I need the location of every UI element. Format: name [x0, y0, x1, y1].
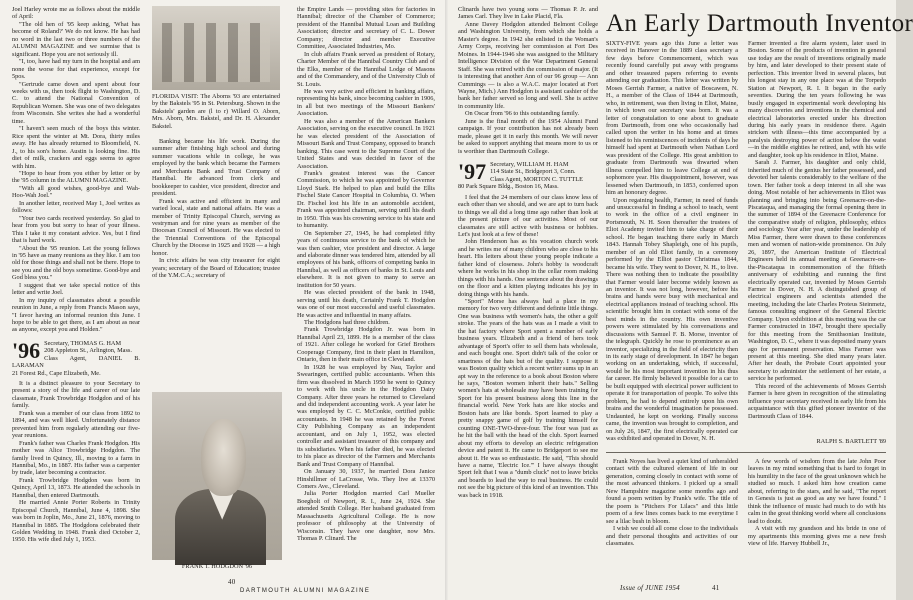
paragraph: In another letter, received May 1, Joel writes as follows:	[12, 199, 140, 215]
paragraph: I feel that the 24 members of our class know less of each other than we should, and we are apt to turn back to things we all did a long time ago rather than look at the present picture of our activities. Most of our classmates are still active with business or hobbies. Let's just look at a few of these!	[458, 193, 598, 238]
class-95-notes	[12, 6, 140, 334]
right-lower-column-2	[748, 458, 886, 570]
paragraph: "Gertrude came down and spent about four weeks with us, then took flight to Washington, D. C. to attend the National Convention of Republican Women. She was one of two delegates from Wisconsin. She writes she had a wonderful time.	[12, 80, 140, 125]
paragraph: the Empire Lands — providing sites for factories in Hannibal; director of the Chamber of Commerce; president of the Hannibal Mutual Loan and Building Association; director and secretary of C. L. Dower Company; director and member Executive Committee, Associated Industries, Mo.	[297, 6, 435, 51]
paragraph: I suggest that we take special notice of this letter and write Joel.	[12, 281, 140, 297]
paragraph: The Hodgdons had three children.	[304, 319, 390, 327]
left-column-3	[297, 6, 435, 568]
class-96-header	[12, 337, 140, 377]
paragraph: Sarah J. Farmer, his daughter and only child, inherited much of the genius her father possessed, and devoted her talents considerably to the welfare of the town. Her father took a deep interest in all she was doing. Most notable of her achievements in Eliot was planning and bringing into being Greenacre-on-the-Piscataqua, and managing the formal opening there in the summer of 1894 of the Greenacre Conference for the comparative study of religion, philosophy, ethics and sociology. Year after year, under the leadership of Miss Farmer, there were drawn to these conferences men and women of nation-wide prominence. On July 26, 1897, the American Institute of Electrical Engineers held its annual meeting at Greenacre-on-the-Piscataqua in commemoration of the fiftieth anniversary of exhibiting and running the first electrically operated car, invented by Moses Gerrish Farmer in Dover, N. H. A distinguished group of electrical engineers and scientists attended the meeting, including the late Charles Proteus Steinmetz, famous consulting engineer of the General Electric Company. Upon exhibition at this meeting was the car Farmer constructed in 1847, brought there specially for this meeting from the Smithsonian Institute, Washington, D. C., where it was deposited many years ago for permanent preservation. Miss Farmer was present at this meeting. She died many years later. After her death, the Probate Court appointed your secretary to administer the settlement of her estate, a service he performed.	[748, 159, 886, 383]
byline-name: RALPH S. BARTLETT '89	[816, 438, 886, 445]
paragraph: Farmer invented a fire alarm system, later used in Boston. Some of the products of invention in general use today are the result of inventions originally made by him, and later developed to their present state of perfection. This inventor lived in several places, but his longest stay in any one place was at the Torpedo Station at Newport, R. I. It began in the early seventies. During the ten years following he was busily engaged in experimental work developing his many discoveries and inventions in the chemical and electrical laboratories erected under his direction during his early years in residence there. Again stricken with illness—this time accompanied by a paralysis destroying power of action below the waist—in the middle eighties he retired, and, with his wife and daughter, took up his residence in Eliot, Maine.	[748, 40, 886, 159]
left-column-1	[12, 6, 140, 568]
class-agent: Class Agent, DANIEL B. LARAMAN	[12, 354, 140, 370]
paragraph: On Oscar from '96 to this outstanding family.	[465, 110, 580, 118]
paragraph: Frank's greatest interest was the Cancer Commission, to which he was appointed by Governor Lloyd Stark. He helped to plan and build the Ellis Fischel State Cancer Hospital in Columbia, O. When Dr. Fischel lost his life in an automobile accident, Frank was appointed chairman, serving until his death in 1950. This was his crowning service to his state and to humanity.	[297, 169, 435, 230]
paragraph: Joel Harley wrote me as follows about the middle of April:	[12, 6, 140, 21]
paragraph: In 1928 he was employed by Nau, Taylor and Swearingen, certified public accountants. When this firm was dissolved in March 1950 he went to Quincy to work with his uncle in the Hodgdon Dairy Company. After three years he returned to Cleveland and did independent accounting work. A year later he was employed by C. C. McConkie, certified public accountants. In 1948 he was retained by the Forest City Publishing Company as an independent accountant, and on July 1, 1952, was elected controller and assistant treasurer of this company and its subsidiaries. When his father died, he was elected to his place as director of the Farmers and Merchants Bank and Trust Company of Hannibal.	[297, 363, 435, 468]
page-number: 40	[228, 578, 236, 586]
paragraph: He married Annie Porter Roberts in Trinity Episcopal Church, Hannibal, June 4, 1898. She was born in Joplin, Mo., June 21, 1876, moving to Hannibal in 1885. The Hodgdons celebrated their Golden Wedding in 1948. Frank died October 2, 1950. His wife died July 1, 1953.	[12, 499, 140, 544]
paragraph: Frank Noyes has lived a quiet kind of unheralded contact with the cultured element of life in our generation, coming closely in contact with some of the most advanced thinkers. I picked up a small New Hampshire magazine some months ago and found a poem written by Frank's wife. The title of the poem is "Pitchers For Lilacs" and this little poem of a few lines comes back to me everytime I see a lilac bush in bloom.	[606, 458, 738, 525]
issue-date: Issue of JUNE 1954	[620, 584, 680, 592]
portrait-photo	[152, 392, 282, 560]
magazine-title: DARTMOUTH ALUMNI MAGAZINE	[240, 588, 371, 594]
paragraph: Frank was active and efficient in many and varied local, state and national affairs. He was a member of Trinity Episcopal Church, serving as vestryman and for nine years as member of the Diocesan Council of Missouri. He was elected to the Triennial Conventions of the Episcopal Church by the Diocese in 1925 and 1928 — a high honor.	[152, 197, 281, 257]
class-secretary: Secretary, WILLIAM H. HAM	[490, 161, 569, 169]
paragraph: "About the '95 reunion. Let the young fellows in '95 have as many reunions as they like. I am too old for those things and shall not be there. Hope to see you and the old boys sometime. Good-bye and God bless you."	[12, 244, 140, 282]
paragraph: John Henderson has as his vocation church work and he writes me of many children who are close to his heart. His letters about these young people indicate a father kind of closeness. John's hobby is woodcraft where he works in his shop in the cellar room making things with his hands. One sentence about the drawings on the floor and a kitten playing indicates his joy in doing things with his hands.	[458, 238, 598, 298]
class-agent: Class Agent, MORTON C. TUTTLE	[490, 175, 583, 183]
paragraph: In club affairs Frank served as president of Rotary, Charter Member of the Hannibal Country Club and of the Elks, member of the Hannibal Lodge of Masons and of the Commandery, and of the University Club of St. Louis.	[297, 50, 435, 88]
class-secretary-address: 114 State St., Bridgeport 3, Conn.	[490, 168, 576, 176]
paragraph: A few words of wisdom from the late John Poor leaves in my mind something that is hard to forget in his humility in the face of the great unknown which he studied so much. I asked him how creation came about, referring to the stars, and he said, "The report in Genesis is just as good as any we have found." I think the influence of music had much to do with his calm in the great thinking world where all conclusions lead to doubt.	[748, 458, 886, 525]
article-divider	[606, 452, 886, 453]
class-secretary-address: 208 Appleton St., Arlington, Mass.	[44, 347, 132, 355]
paragraph: Banking became his life work. During the summer after finishing high school and during summer vacations while in college, he was employed by the bank which became the Farmers and Merchants Bank and Trust Company of Hannibal. He advanced from clerk and bookkeeper to cashier, vice president, director and president.	[152, 138, 280, 198]
paragraph: In my inquiry of classmates about a possible reunion in June, a reply from Francis Mason says, "I favor having an informal reunion this June. I hope to be able to get there, as I am about as near as anyone, except you and Holden."	[12, 296, 140, 334]
paragraph: "Sport" Morse has always had a place in my memory for two very different and definite little things. One was business with women's hats, the other a golf stroke. The years of the hats was as I made a visit to the hat factory where Sport spent a number of early business years. Elizabeth and a friend of hers took advantage of Sport's offer to sell them hats wholesale, and each bought one. Sport didn't talk of the color or smartness of the hats but of the quality. I suppose it was Boston quality which a recent writer sums up in an apt way in the reference to a book about Boston where he says, "Boston women inherit their hats." Selling women's hats at wholesale may have been training for Sport for his present business along this line in the financial world. New York hats are like stocks and Boston hats are like bonds. Sport learned to play a pretty snappy game of golf by training himself for counting ONE-TWO-three-four. The four was just as he hit the ball with the head of the club. Sport learned about my efforts to develop an electric refrigeration device and patent it. He came to Bridgeport to see me about it. He was so enthusiastic. He said, "This should have a name, 'Electric Ice.'" I have always thought Sport felt that I was a "dumb cluck" not to leave bricks and boards to lead the way to real business. He could not see the big picture of this kind of an invention. This was back in 1918.	[458, 298, 598, 499]
page-number: 41	[712, 584, 720, 592]
florida-visit-caption: FLORIDA VISIT: The Aborns '93 are entertained by the Bakstels '95 in St. Petersburg. Shown in the Bakstels' garden are (l to r) Willard O. Aborn, Mrs. Aborn, Mrs. Bakstel, and Dr. H. Alexander Bakstel.	[152, 93, 280, 130]
paragraph: Julia Porter Hodgdon married Carl Mueller Boegholt of Newport, R. I., June 24, 1924. She attended Smith College. Her husband graduated from Massachusetts Agricultural College. He is now professor of philosophy at the University of Wisconsin. They have one daughter, now Mrs. Thomas P. Clinard. The	[297, 490, 435, 543]
paragraph: "The old hen of '95 keep asking, 'What has become of Roland?' We do not know. He has had no word in the last two or three numbers of the ALUMNI MAGAZINE and we surmise that is significant. Hope you are not seriously ill.	[12, 20, 140, 58]
paragraph: He was also a member of the American Bankers Association, serving on the executive council. In 1921 he was elected president of the Association of Missouri Bank and Trust Company, opposed to branch banking. This case went to the Supreme Court of the United States and was decided in favor of the Association.	[297, 117, 435, 170]
article-column-2	[748, 40, 886, 434]
paragraph: Frank Trowbridge Hodgdon Jr. was born in Hannibal April 23, 1899. He is a member of the class of 1921. After college he worked for Grief Brothers Cooperage Company, first in their plant in Hamilton, Ontario, then in their main office in Cleveland.	[297, 326, 435, 364]
article-title: An Early Dartmouth Inventor	[606, 10, 913, 37]
paragraph: Frank was a member of our class from 1892 to 1894, and was well liked. Unfortunately distance prevented him from regularly attending our five-year reunions.	[12, 409, 140, 440]
class-agent-address: 80 Park Square Bldg., Boston 16, Mass.	[458, 183, 559, 191]
class-96-notes	[12, 380, 140, 544]
paragraph: A visit with my grandson and his bride in one of my apartments this morning gives me a new fresh view of life. Harvey Hubbell Jr.,	[748, 525, 886, 547]
florida-visit-photo	[152, 6, 280, 90]
class-97-notes	[458, 194, 598, 500]
portrait-caption: FRANK T. HODGDON '96	[181, 563, 253, 570]
article-column-1	[606, 40, 738, 443]
paragraph: June is the final month of the 1954 Alumni Fund campaign. If your contribution has not already been made, please get it in early this month. We will never be asked to support anything that means more to us or is worthier than Dartmouth College.	[458, 117, 598, 155]
class-secretary: Secretary, THOMAS G. HAM	[44, 339, 122, 347]
paragraph: On January 30, 1937, he married Dora Janice Hinshillmer of LaCrosse, Wis. They live at 13370 Comers Ave., Cleveland.	[297, 468, 435, 490]
paragraph: Clinards have two young sons — Thomas P. Jr. and James Carl. They live in Lake Placid, Fla.	[458, 6, 598, 21]
class-97-header	[458, 161, 598, 191]
right-page	[448, 0, 913, 600]
paragraph: Anne Davey Hodgdon attended Belmont College and Washington University, from which she holds a Master's degree. In 1942 she enlisted in the Woman's Army Corps, receiving her commission at Fort Des Moines. In 1944-1946 she was assigned to the Military Intelligence Division of the War Department General Staff. She was retired with the commission of major. (It is interesting that another Ann of our 96 group — Ann Cummings — is also a W.A.C. major located at Fort Wayne, Mich.) Ann Hodgdon is assistant cashier of the bank her father served so long and well. She is active in community life.	[458, 20, 598, 110]
paragraph: This record of the achievements of Moses Gerrish Farmer is here given in recognition of the stimulating influence your secretary received in early life from his acquaintance with this gifted pioneer inventor of the Dartmouth Class of 1844.	[748, 382, 886, 420]
article-byline	[748, 438, 886, 445]
paragraph: "I, too, have had my turn in the hospital and am none the worse for that experience, except for 5pos.	[12, 58, 140, 81]
right-column-1	[458, 6, 598, 568]
paragraph: "Your two cards received yesterday. So glad to hear from you but sorry to hear of your illness. This I take it my constant advice. Yes, but I find that is hard work.	[12, 214, 140, 245]
paragraph: It is a distinct pleasure to your Secretary to present a story of the life and career of our late classmate, Frank Trowbridge Hodgdon and of his family.	[12, 379, 140, 410]
paragraph: Frank's father was Charles Frank Hodgdon. His mother was Alice Trowbridge Hodgdon. The family lived in Quincy, Ill., moving to a farm in Hannibal, Mo., in 1887. His father was a carpenter by trade, later becoming a contractor.	[12, 439, 140, 477]
paragraph: "Hope to hear from you either by letter or by the '95 column in the ALUMNI MAGAZINE.	[12, 169, 140, 185]
paragraph: I wish we could all come close to the individuals and their personal thoughts and activities of our classmates.	[606, 525, 738, 547]
paragraph: SIXTY-FIVE years ago this June a letter was received in Hanover in the 1889 class secretary a few days before Commencement, which was recently found carefully put away with programs and other treasured papers referring to events attending our graduation. This letter was written by Moses Gerrish Farmer, a native of Boscawen, N. H., a member of the Class of 1844 at Dartmouth, who, in retirement, was then living in Eliot, Maine, in which town our secretary was born. It was a letter of congratulation to one about to graduate from Dartmouth, from one who occasionally had called upon the writer in his home and at times listened to his reminiscences of incidents of days he himself had spent at Dartmouth when Nathan Lord was president of the College. His great ambition to graduate from Dartmouth was thwarted when illness compelled him to leave College at end of sophomore year. His disappointment, however, was lessened when Dartmouth, in 1853, conferred upon him an honorary degree.	[606, 40, 738, 197]
paragraph: In civic affairs he was city treasurer for eight years; secretary of the Board of Education; trustee of the Y.M.C.A.; secretary of	[152, 257, 280, 280]
paragraph: He was elected president of the bank in 1948, serving until his death, Certainly Frank T. Hodgdon was one of our most successful and useful classmates. He was active and influential in many affairs.	[297, 289, 435, 319]
class-numeral: '97	[458, 159, 487, 185]
paragraph: On September 27, 1945, he had completed fifty years of continuous service to the bank of which he was then cashier, vice president and director. A large and elaborate dinner was tendered him, attended by all employees of his bank, officers of competing banks in Hannibal, as well as officers of banks in St. Louis and elsewhere. It is not given to many to serve an institution for 50 years.	[297, 229, 435, 289]
paragraph: Upon regaining health, Farmer, in need of funds and unsuccessful in finding a school to teach, went to work in the office of a civil engineer in Portsmouth, N. H. Soon thereafter the trustees of Eliot Academy invited him to take charge of their school. He began teaching there early in March 1843. Hannah Tobey Shapleigh, one of his pupils, member of an old Eliot family, in a ceremony performed by the Elliot pastor Christmas 1844, became his wife. They went to Dover, N. H., to live. There was nothing then to indicate the possibility that Farmer would later become widely known as an inventor. It was not long, however, before his brains and hands were busy with mechanical and electrical appliances instead of teaching school. His scientific brought him in contact with some of the best minds in the country. His own inventive powers were stimulated by his conversations and discussions with Samuel F. B. Morse, inventor of the telegraph. Quickly he rose to prominence as an inventor, specializing in the field of electricity then in its early stage of development. In 1847 he began working on an undertaking, which, if successful, would be his most important invention in his thus far career. He firmly believed it possible for a car to be built equipped with electrical power sufficient to operate it for transportation of people. To solve this problem, he had to depend entirely upon his own brains and the wonderful imagination he possessed. Undaunted, he kept on working. Finally success came, the invention was brought to completion, and on July 26, 1847, the first electrically operated car was exhibited and operated in Dover, N. H.	[606, 196, 738, 443]
left-page	[0, 0, 448, 600]
right-lower-column-1	[606, 458, 738, 570]
paragraph: He was very active and efficient in banking affairs, representing his bank, since becoming cashier in 1906, in all but two meetings of the Missouri Bankers' Association.	[297, 87, 435, 118]
class-numeral: '96	[12, 337, 41, 363]
paragraph: "With all good wishes, good-bye and Wah-Hoo-Wah Joel."	[12, 184, 140, 200]
paragraph: "I haven't seen much of the boys this winter. Rice spent the winter at Mt. Dora, thirty miles away. He has already returned to Bloomfield, N. J., to his son's home. Austin is looking fine. His diet of milk, crackers and eggs seems to agree with him.	[12, 125, 140, 170]
class-agent-address: 21 Forest Rd., Cape Elizabeth, Me.	[12, 369, 101, 377]
paragraph: Frank Trowbridge Hodgdon was born in Quincy, April 13, 1873. He attended the schools in Hannibal, then entered Dartmouth.	[12, 476, 140, 499]
